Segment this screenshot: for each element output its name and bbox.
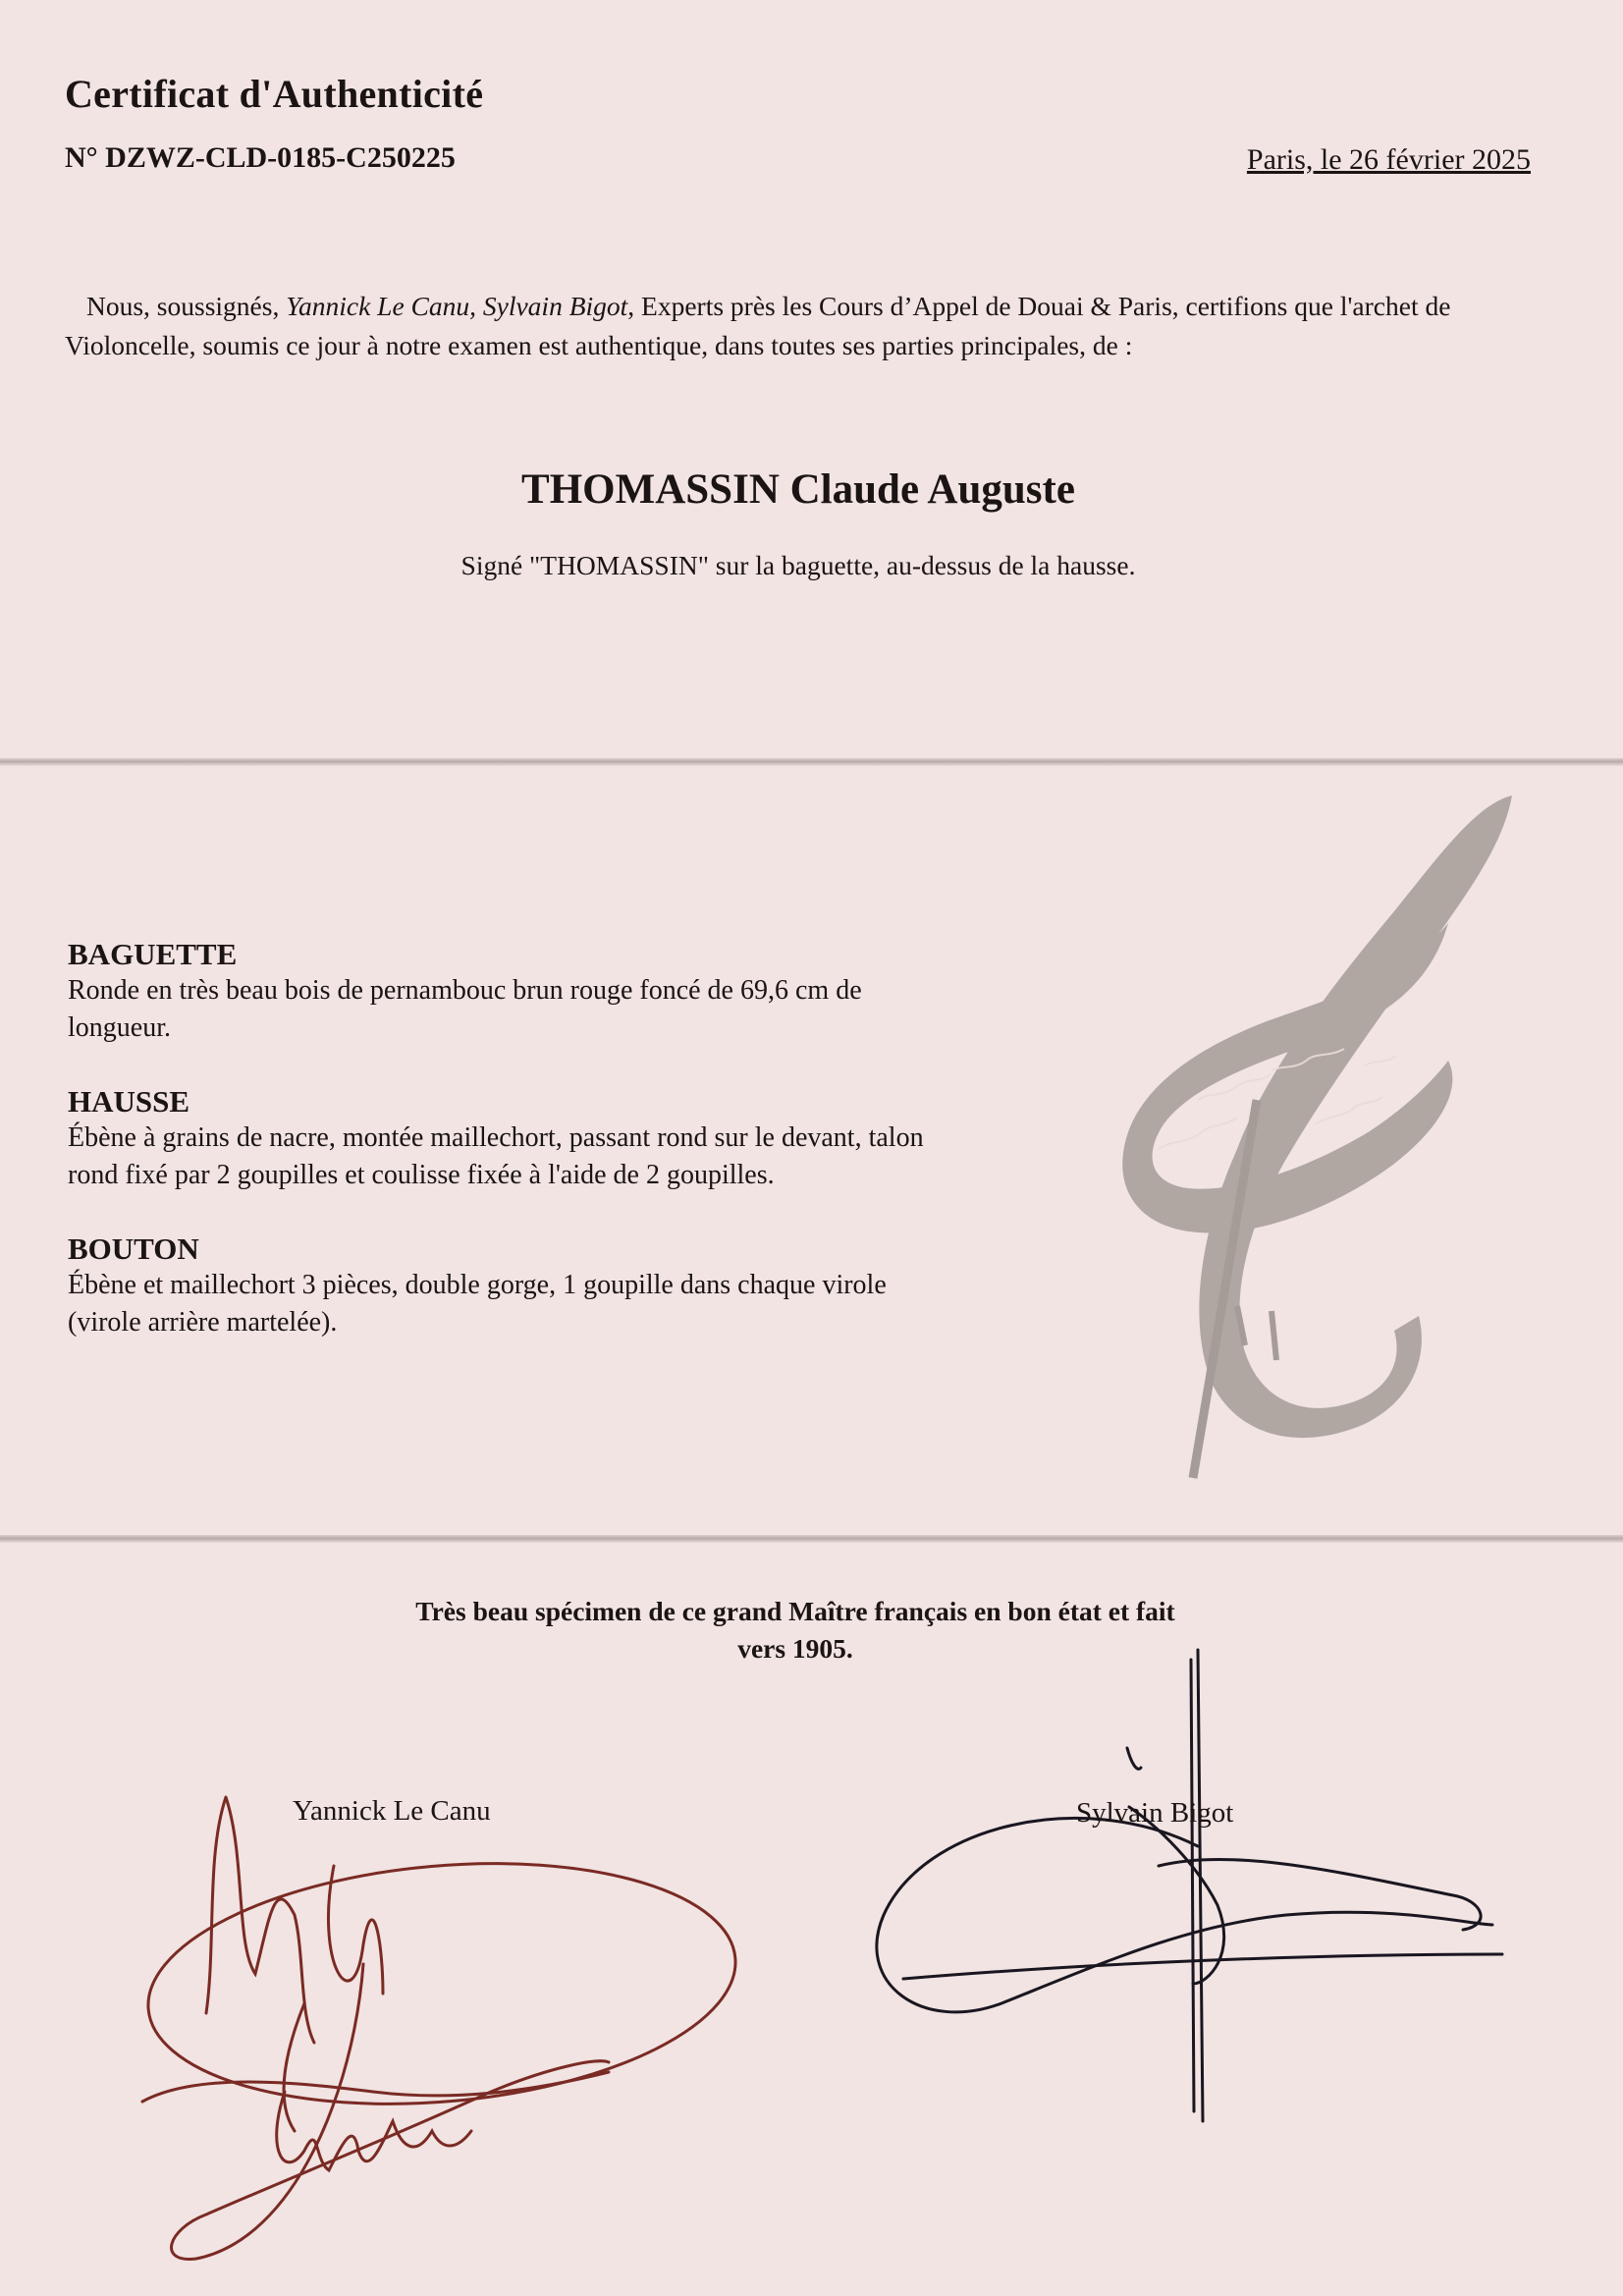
conclusion-line: vers 1905.	[737, 1633, 853, 1664]
certificate-number: N° DZWZ-CLD-0185-C250225	[65, 141, 456, 174]
section-line: rond fixé par 2 goupilles et coulisse fixée à l'aide de 2 goupilles.	[68, 1160, 775, 1190]
section-line: Ronde en très beau bois de pernambouc brun rouge foncé de 69,6 cm de	[68, 975, 862, 1006]
treble-clef-watermark-icon	[1041, 776, 1551, 1522]
expert-names: Yannick Le Canu, Sylvain Bigot	[286, 291, 628, 321]
section-line: Ébène à grains de nacre, montée maillechort, passant rond sur le devant, talon	[68, 1122, 924, 1153]
intro-part2: , Experts près les Cours d’Appel de Douai & Paris, certifions que l'archet de Violoncelle, soumis ce jour à notre examen est authentique, dans toutes ses parties principales, de :	[65, 291, 1451, 360]
certificate-date: Paris, le 26 février 2025	[1246, 143, 1531, 176]
signer-name-le-canu: Yannick Le Canu	[293, 1795, 491, 1827]
section-line: (virole arrière martelée).	[68, 1307, 338, 1338]
signer-name-bigot: Sylvain Bigot	[1076, 1797, 1234, 1829]
section-hausse	[68, 1084, 1050, 1194]
certificate-title: Certificat d'Authenticité	[65, 72, 484, 116]
conclusion-line: Très beau spécimen de ce grand Maître français en bon état et fait	[415, 1596, 1175, 1626]
section-line: Ébène et maillechort 3 pièces, double gorge, 1 goupille dans chaque virole	[68, 1270, 887, 1300]
section-heading: BOUTON	[68, 1231, 199, 1266]
signature-le-canu	[137, 1768, 766, 2278]
signature-bigot	[864, 1630, 1532, 2180]
section-heading: BAGUETTE	[68, 937, 238, 971]
maker-signature-note: Signé "THOMASSIN" sur la baguette, au-dessus de la hausse.	[460, 550, 1136, 580]
section-line: longueur.	[68, 1012, 171, 1043]
fold-line-top	[0, 758, 1623, 766]
section-bouton	[68, 1231, 1050, 1341]
intro-paragraph	[65, 287, 1538, 365]
intro-part1: Nous, soussignés,	[86, 291, 287, 321]
section-heading: HAUSSE	[68, 1084, 190, 1119]
section-baguette	[68, 937, 1050, 1047]
fold-line-bottom	[0, 1535, 1623, 1543]
maker-name: THOMASSIN Claude Auguste	[521, 466, 1075, 513]
